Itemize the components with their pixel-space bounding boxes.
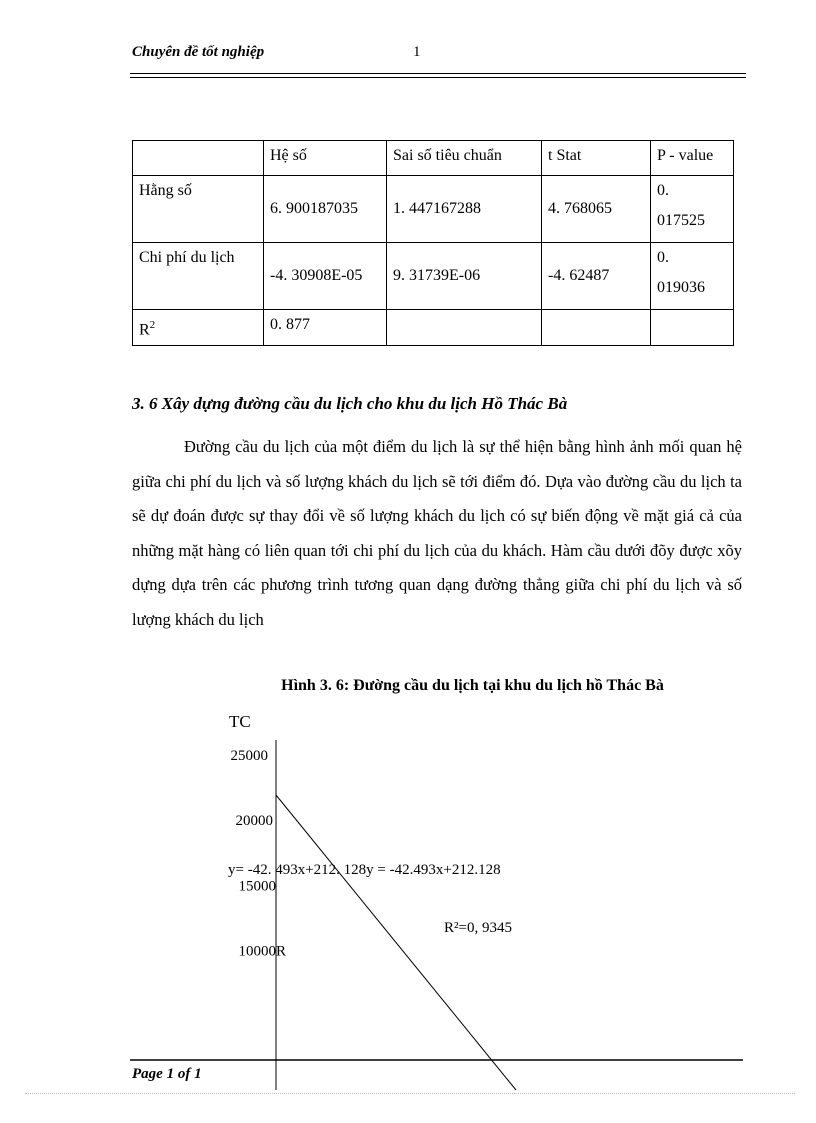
y-tick-label: 25000 [230, 748, 268, 764]
table-header-cell: t Stat [542, 141, 651, 176]
table-cell-t: -4. 62487 [542, 243, 651, 310]
header-page-number: 1 [413, 44, 421, 60]
r2-label: R [139, 321, 150, 339]
table-cell-r2: 0. 877 [264, 310, 387, 346]
figure-title: Hình 3. 6: Đường cầu du lịch tại khu du lịch hồ Thác Bà [281, 677, 664, 694]
y-axis-label: TC [229, 712, 251, 731]
r2-superscript: 2 [149, 319, 156, 331]
body-paragraph: Đường cầu du lịch của một điểm du lịch là sự thể hiện bằng hình ảnh mối quan hệ giữa chi phí du lịch và số lượng khách du lịch sẽ tới điểm đó. Dựa vào đường cầu du lịch ta sẽ dự đoán được sự thay đổi về số lượng khách du lịch có sự biến động về mặt giá cả của những mặt hàng có liên quan tới chi phí du lịch của du khách. Hàm cầu dưới đõy được xõy dựng dựa trên các phương trình tương quan dạng đường thẳng giữa chi phí du lịch và số lượng khách du lịch [132, 437, 742, 629]
table-cell-se: 1. 447167288 [387, 176, 542, 243]
header-title: Chuyên đề tốt nghiệp [132, 44, 265, 60]
r-prefix-label: R [276, 943, 287, 960]
p-value-part2: 019036 [657, 279, 705, 296]
table-row-label: Chi phí du lịch [133, 243, 264, 310]
table-header-cell: Sai số tiêu chuẩn [387, 141, 542, 176]
p-value-part2: 017525 [657, 212, 705, 229]
y-tick-label: 10000 [238, 943, 276, 960]
section-title: 3. 6 Xây dựng đường cầu du lịch cho khu du lịch Hồ Thác Bà [132, 394, 568, 413]
equation-text: = -42. 493x+212. 128y = -42.493x+212.128 [235, 862, 501, 878]
footer-page-label: Page 1 of 1 [132, 1066, 202, 1082]
equation-annotation [228, 862, 501, 879]
page-bottom-dotted-line [25, 1093, 795, 1094]
table-row-label: Hằng số [133, 176, 264, 243]
equation-prefix: y [228, 862, 236, 878]
y-tick-label: 15000 [238, 878, 276, 895]
table-header-cell: P - value [651, 141, 734, 176]
p-value-part1: 0. [657, 249, 669, 266]
table-cell-coef: -4. 30908E-05 [264, 243, 387, 310]
table-cell-coef: 6. 900187035 [264, 176, 387, 243]
y-tick-label: 20000 [235, 813, 273, 830]
p-value-part1: 0. [657, 182, 669, 199]
table-cell-t: 4. 768065 [542, 176, 651, 243]
demand-line [276, 795, 516, 1090]
r2-annotation: R²=0, 9345 [444, 920, 512, 936]
table-header-cell: Hệ số [264, 141, 387, 176]
table-cell-se: 9. 31739E-06 [387, 243, 542, 310]
